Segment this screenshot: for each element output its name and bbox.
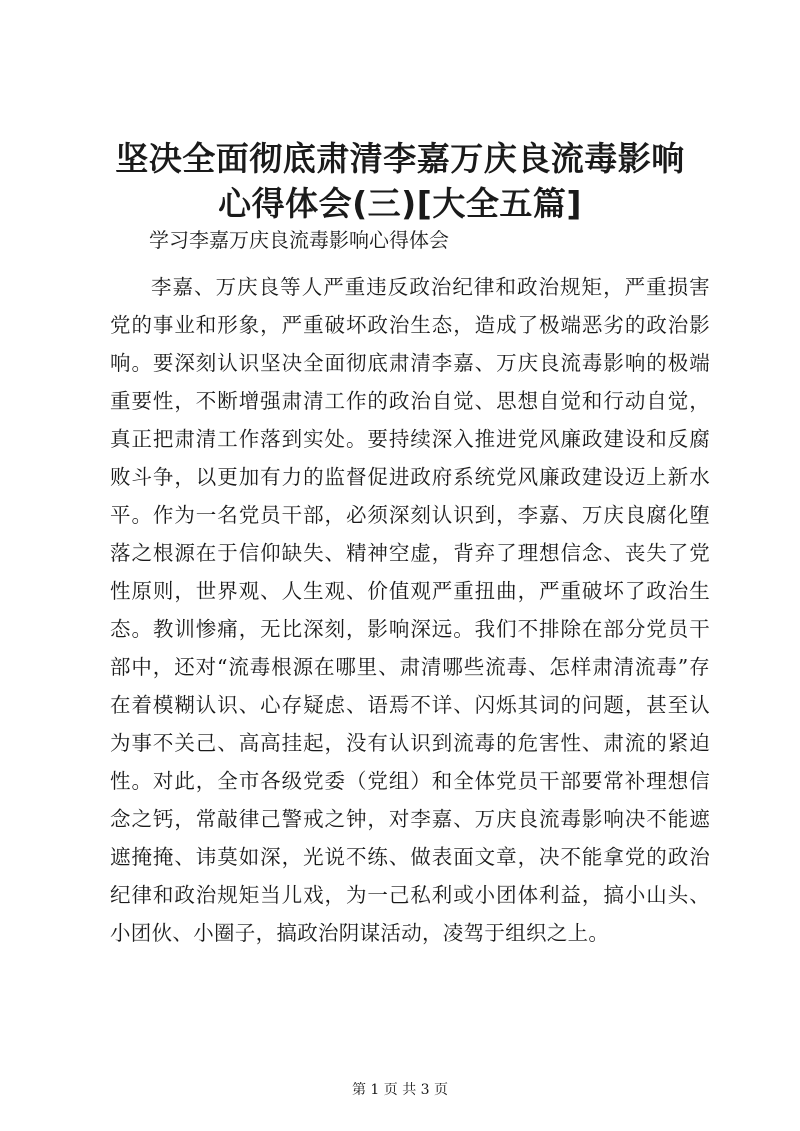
document-subtitle: 学习李嘉万庆良流毒影响心得体会 [149, 228, 449, 252]
body-paragraph: 李嘉、万庆良等人严重违反政治纪律和政治规矩，严重损害党的事业和形象，严重破坏政治生态，造成了极端恶劣的政治影响。要深刻认识坚决全面彻底肃清李嘉、万庆良流毒影响的极端重要性，不断增强肃清工作的政治自觉、思想自觉和行动自觉，真正把肃清工作落到实处。要持续深入推进党风廉政建设和反腐败斗争，以更加有力的监督促进政府系统党风廉政建设迈上新水平。作为一名党员干部，必须深刻认识到，李嘉、万庆良腐化堕落之根源在于信仰缺失、精神空虚，背弃了理想信念、丧失了党性原则，世界观、人生观、价值观严重扭曲，严重破坏了政治生态。教训惨痛，无比深刻，影响深远。我们不排除在部分党员干部中，还对“流毒根源在哪里、肃清哪些流毒、怎样肃清流毒”存在着模糊认识、心存疑虑、语焉不详、闪烁其词的问题，甚至认为事不关己、高高挂起，没有认识到流毒的危害性、肃流的紧迫性。对此，全市各级党委（党组）和全体党员干部要常补理想信念之钙，常敲律己警戒之钟，对李嘉、万庆良流毒影响决不能遮遮掩掩、讳莫如深，光说不练、做表面文章，决不能拿党的政治纪律和政治规矩当儿戏，为一己私利或小团体利益，搞小山头、小团伙、小圈子，搞政治阴谋活动，凌驾于组织之上。 [110, 275, 710, 945]
document-title: 坚决全面彻底肃清李嘉万庆良流毒影响心得体会(三)[大全五篇] [115, 139, 685, 223]
page-footer: 第 1 页 共 3 页 [351, 1082, 449, 1098]
